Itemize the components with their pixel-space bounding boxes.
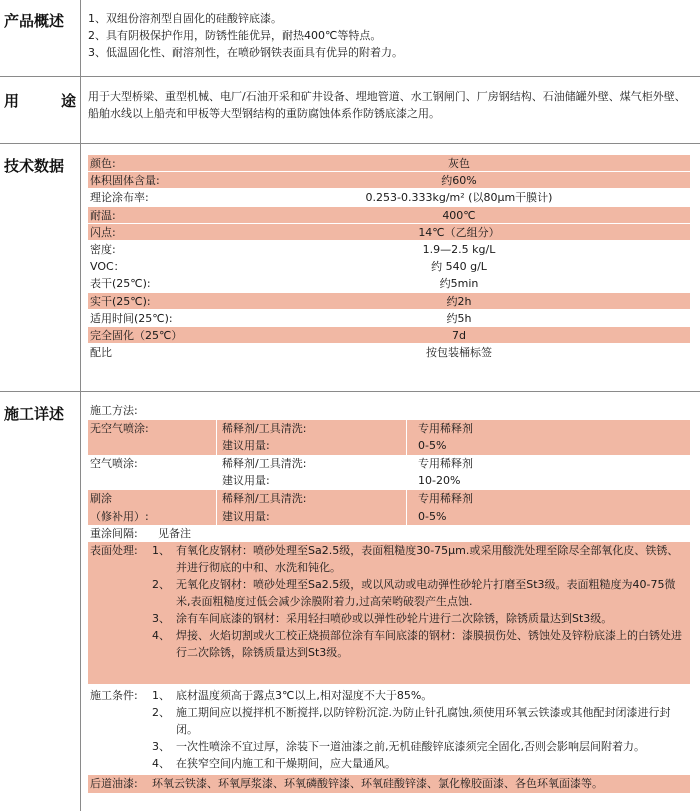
- method-value: 专用稀释剂: [418, 491, 473, 505]
- tech-row: [88, 207, 690, 224]
- tech-value: 1.9—2.5 kg/L: [422, 242, 496, 256]
- condition-item: [152, 687, 686, 704]
- method-param: 建议用量:: [222, 439, 270, 453]
- condition-item: [152, 755, 686, 772]
- application-method-table: [88, 402, 690, 543]
- tech-value: 7d: [452, 328, 466, 342]
- tech-label: 配比: [90, 346, 112, 360]
- tech-row: [88, 241, 690, 258]
- method-value: 0-5%: [418, 509, 447, 523]
- item-text: 焊接、火焰切割或火工校正烧损部位涂有车间底漆的钢材：漆膜损伤处、锈蚀处及锌粉底漆上的白锈处进行二次除锈，除锈质量达到St3级。: [176, 629, 682, 659]
- tech-label: 密度:: [90, 242, 116, 256]
- method-label: 施工方法:: [90, 404, 138, 417]
- tech-row: [88, 327, 690, 344]
- method-param: 稀释剂/工具清洗:: [222, 421, 307, 435]
- overview-list: [88, 10, 690, 61]
- tech-row: [88, 275, 690, 292]
- usage-section: [0, 76, 700, 140]
- method-row: [88, 472, 690, 490]
- condition-item: [152, 704, 686, 738]
- method-param: 建议用量:: [222, 474, 270, 488]
- item-text: 涂有车间底漆的钢材：采用轻扫喷砂或以弹性砂轮片进行二次除锈，除锈质量达到St3级。: [176, 612, 613, 625]
- surface-item: [152, 576, 686, 610]
- method-param: 稀释剂/工具清洗:: [222, 456, 307, 470]
- tech-label: 适用时间(25℃):: [90, 311, 173, 325]
- tech-label: 完全固化（25℃）: [90, 328, 183, 342]
- item-number: 4、: [152, 629, 170, 642]
- tech-value: 0.253-0.333kg/m² (以80μm干膜计): [365, 191, 553, 205]
- conditions-list: [152, 687, 686, 772]
- method-param: 建议用量:: [222, 509, 270, 523]
- usage-text: 用于大型桥梁、重型机械、电厂/石油开采和矿井设备、埋地管道、水工钢闸门、厂房钢结构、石油储罐外壁、煤气柜外壁、船舶水线以上船壳和甲板等大型钢结构的重防腐蚀体系作防锈底漆之用。: [88, 90, 686, 120]
- tech-label: 实干(25℃):: [90, 294, 151, 308]
- overview-title: 产品概述: [4, 12, 65, 30]
- method-name: 无空气喷涂:: [90, 421, 149, 435]
- tech-value: 400℃: [442, 208, 476, 222]
- item-number: 1、: [152, 544, 170, 557]
- tech-title: 技术数据: [4, 157, 65, 175]
- surface-treatment-block: [88, 542, 690, 684]
- tech-label: 体积固体含量:: [90, 174, 160, 188]
- usage-title: [4, 90, 76, 111]
- method-name: 空气喷涂:: [90, 456, 138, 470]
- item-text: 施工期间应以搅拌机不断搅拌,以防锌粉沉淀.为防止针孔腐蚀,须使用环氧云铁漆或其他配封闭漆进行封闭。: [176, 706, 671, 736]
- item-text: 一次性喷涂不宜过厚，涂装下一道油漆之前,无机硅酸锌底漆须完全固化,否则会影响层间附着力。: [176, 740, 645, 753]
- conditions-block: [88, 687, 690, 773]
- method-name: 刷涂: [90, 491, 112, 505]
- method-param: 稀释剂/工具清洗:: [222, 491, 307, 505]
- tech-label: 颜色:: [90, 157, 116, 170]
- tech-label: 表干(25℃):: [90, 277, 151, 291]
- method-value: 0-5%: [418, 439, 447, 453]
- method-value: 专用稀释剂: [418, 456, 473, 470]
- topcoat-label: 后道油漆:: [90, 777, 138, 790]
- overview-line: 1、双组份溶剂型自固化的硅酸锌底漆。: [88, 12, 282, 25]
- tech-row: [88, 155, 690, 172]
- surface-item: [152, 627, 686, 661]
- item-number: 2、: [152, 578, 170, 591]
- tech-row: [88, 224, 690, 241]
- topcoat-text: 环氧云铁漆、环氧厚浆漆、环氧磷酸锌漆、环氧硅酸锌漆、氯化橡胶面漆、各色环氧面漆等。: [152, 777, 603, 790]
- tech-table: [88, 155, 690, 361]
- overview-line: 3、低温固化性、耐溶剂性，在喷砂钢铁表面具有优异的附着力。: [88, 46, 403, 59]
- tech-row: [88, 189, 690, 206]
- item-number: 1、: [152, 689, 170, 702]
- method-row: [88, 508, 690, 526]
- condition-item: [152, 738, 686, 755]
- tech-label: 闪点:: [90, 225, 116, 239]
- topcoat-block: [88, 775, 690, 793]
- tech-value: 约5min: [439, 277, 479, 291]
- tech-label: 理论涂布率:: [90, 191, 149, 205]
- method-value: 10-20%: [418, 474, 461, 488]
- conditions-label: 施工条件:: [90, 689, 138, 702]
- method-name: （修补用）:: [90, 509, 149, 523]
- surface-item: [152, 610, 686, 627]
- tech-row: [88, 344, 690, 361]
- item-text: 在狭窄空间内施工和干燥期间，应大量通风。: [176, 757, 396, 770]
- tech-row: [88, 258, 690, 275]
- overview-line: 2、具有阴极保护作用，防锈性能优异，耐热400℃等特点。: [88, 29, 382, 42]
- item-text: 无氧化皮钢材：喷砂处理至Sa2.5级，或以风动或电动弹性砂轮片打磨至St3级。表面粗糙度为40-75微米,表面粗糙度过低会减少涂膜附着力,过高荣哟破裂产生点蚀.: [176, 578, 676, 608]
- tech-value: 14℃（乙组分）: [418, 225, 500, 239]
- tech-label: VOC：: [90, 260, 125, 274]
- overview-section: [0, 4, 700, 74]
- item-number: 2、: [152, 706, 170, 719]
- usage-title-char: 用: [4, 92, 20, 110]
- tech-label: 耐温:: [90, 208, 116, 222]
- tech-row: [88, 293, 690, 310]
- tech-value: 约2h: [446, 294, 472, 308]
- item-number: 3、: [152, 612, 170, 625]
- method-row: [88, 525, 690, 543]
- item-number: 4、: [152, 757, 170, 770]
- tech-value: 约 540 g/L: [431, 260, 487, 274]
- tech-section: [0, 143, 700, 391]
- method-param: 见备注: [158, 527, 191, 541]
- item-number: 3、: [152, 740, 170, 753]
- usage-title-char: 途: [60, 92, 76, 110]
- method-value: 专用稀释剂: [418, 421, 473, 435]
- method-row: [88, 437, 690, 455]
- construction-title: 施工详述: [4, 405, 65, 423]
- tech-value: 灰色: [448, 157, 470, 170]
- tech-value: 按包装桶标签: [426, 346, 492, 360]
- surface-label: 表面处理:: [90, 544, 138, 557]
- method-header-row: [88, 402, 690, 420]
- tech-value: 约5h: [446, 311, 472, 325]
- tech-value: 约60%: [441, 174, 477, 188]
- method-name: 重涂间隔:: [90, 527, 138, 541]
- construction-section: [0, 391, 700, 811]
- method-row: [88, 490, 690, 508]
- method-row: [88, 420, 690, 438]
- surface-item: [152, 542, 686, 576]
- item-text: 底材温度须高于露点3℃以上,相对湿度不大于85%。: [176, 689, 433, 702]
- item-text: 有氧化皮钢材：喷砂处理至Sa2.5级，表面粗糙度30-75μm.或采用酸洗处理至除尽全部氧化皮、铁锈、并进行彻底的中和、水洗和钝化。: [176, 544, 679, 574]
- tech-row: [88, 172, 690, 189]
- surface-list: [152, 542, 686, 661]
- method-row: [88, 455, 690, 473]
- tech-row: [88, 310, 690, 327]
